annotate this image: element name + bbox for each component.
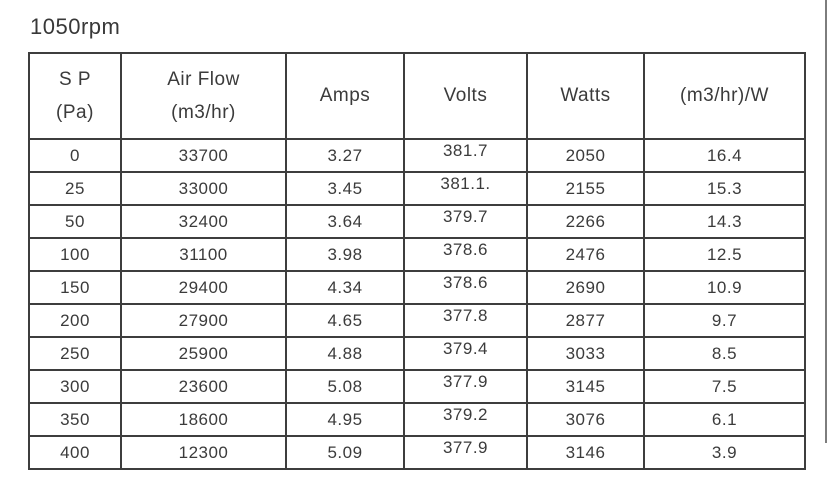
table-row bbox=[29, 139, 805, 172]
cell-sp: 0 bbox=[29, 139, 121, 172]
cell-air-flow: 31100 bbox=[121, 238, 286, 271]
cell-sp: 400 bbox=[29, 436, 121, 469]
cell-watts: 2266 bbox=[527, 205, 644, 238]
cell-amps: 3.64 bbox=[286, 205, 404, 238]
cell-volts-value: 377.8 bbox=[442, 305, 489, 325]
cell-volts-value: 379.4 bbox=[442, 338, 489, 358]
cell-amps: 3.45 bbox=[286, 172, 404, 205]
cell-volts bbox=[404, 370, 527, 403]
table-row bbox=[29, 238, 805, 271]
cell-efficiency: 16.4 bbox=[644, 139, 805, 172]
header-line: S P bbox=[58, 68, 92, 90]
cell-watts: 3076 bbox=[527, 403, 644, 436]
cell-sp: 250 bbox=[29, 337, 121, 370]
cell-air-flow: 29400 bbox=[121, 271, 286, 304]
table-row bbox=[29, 403, 805, 436]
cell-air-flow: 18600 bbox=[121, 403, 286, 436]
header-row bbox=[29, 53, 805, 139]
cell-watts: 3146 bbox=[527, 436, 644, 469]
cell-air-flow: 33000 bbox=[121, 172, 286, 205]
cell-volts-value: 381.7 bbox=[442, 140, 489, 160]
cell-amps: 3.27 bbox=[286, 139, 404, 172]
cell-air-flow: 27900 bbox=[121, 304, 286, 337]
cell-efficiency: 12.5 bbox=[644, 238, 805, 271]
fan-performance-table bbox=[28, 52, 806, 470]
page-edge-line bbox=[825, 0, 827, 443]
cell-volts bbox=[404, 139, 527, 172]
cell-volts-value: 379.2 bbox=[442, 404, 489, 424]
cell-volts bbox=[404, 172, 527, 205]
cell-air-flow: 33700 bbox=[121, 139, 286, 172]
table-row bbox=[29, 337, 805, 370]
cell-volts-value: 377.9 bbox=[442, 371, 489, 391]
cell-efficiency: 14.3 bbox=[644, 205, 805, 238]
cell-volts-value: 377.9 bbox=[442, 437, 489, 457]
cell-amps: 4.65 bbox=[286, 304, 404, 337]
cell-sp: 200 bbox=[29, 304, 121, 337]
cell-volts bbox=[404, 436, 527, 469]
col-header-static-pressure bbox=[29, 53, 121, 139]
table-row bbox=[29, 205, 805, 238]
cell-amps: 4.88 bbox=[286, 337, 404, 370]
table-row bbox=[29, 172, 805, 205]
cell-sp: 100 bbox=[29, 238, 121, 271]
cell-air-flow: 23600 bbox=[121, 370, 286, 403]
cell-efficiency: 8.5 bbox=[644, 337, 805, 370]
cell-volts bbox=[404, 205, 527, 238]
cell-amps: 5.09 bbox=[286, 436, 404, 469]
cell-watts: 2690 bbox=[527, 271, 644, 304]
cell-sp: 150 bbox=[29, 271, 121, 304]
cell-efficiency: 9.7 bbox=[644, 304, 805, 337]
header-line: (Pa) bbox=[56, 102, 94, 123]
cell-sp: 50 bbox=[29, 205, 121, 238]
cell-volts-value: 378.6 bbox=[442, 272, 489, 292]
header-line: (m3/hr)/W bbox=[680, 85, 769, 107]
cell-watts: 3033 bbox=[527, 337, 644, 370]
cell-amps: 4.95 bbox=[286, 403, 404, 436]
cell-watts: 2476 bbox=[527, 238, 644, 271]
col-header-amps bbox=[286, 53, 404, 139]
cell-volts bbox=[404, 271, 527, 304]
cell-efficiency: 7.5 bbox=[644, 370, 805, 403]
cell-volts-value: 379.7 bbox=[442, 206, 489, 226]
header-line: Air Flow bbox=[167, 68, 240, 90]
header-line: Volts bbox=[443, 85, 488, 107]
table-row bbox=[29, 436, 805, 469]
cell-sp: 300 bbox=[29, 370, 121, 403]
cell-amps: 4.34 bbox=[286, 271, 404, 304]
cell-sp: 350 bbox=[29, 403, 121, 436]
table-row bbox=[29, 271, 805, 304]
cell-amps: 5.08 bbox=[286, 370, 404, 403]
cell-volts-value: 381.1. bbox=[440, 173, 491, 193]
cell-efficiency: 6.1 bbox=[644, 403, 805, 436]
cell-amps: 3.98 bbox=[286, 238, 404, 271]
table-row bbox=[29, 370, 805, 403]
cell-efficiency: 10.9 bbox=[644, 271, 805, 304]
cell-volts bbox=[404, 304, 527, 337]
table-row bbox=[29, 304, 805, 337]
cell-watts: 2155 bbox=[527, 172, 644, 205]
header-line: Watts bbox=[560, 85, 611, 107]
cell-air-flow: 25900 bbox=[121, 337, 286, 370]
cell-watts: 3145 bbox=[527, 370, 644, 403]
cell-air-flow: 12300 bbox=[121, 436, 286, 469]
col-header-volts bbox=[404, 53, 527, 139]
cell-efficiency: 15.3 bbox=[644, 172, 805, 205]
cell-volts bbox=[404, 403, 527, 436]
cell-volts bbox=[404, 337, 527, 370]
col-header-efficiency bbox=[644, 53, 805, 139]
header-line: Amps bbox=[319, 85, 371, 107]
cell-efficiency: 3.9 bbox=[644, 436, 805, 469]
cell-volts-value: 378.6 bbox=[442, 239, 489, 259]
cell-sp: 25 bbox=[29, 172, 121, 205]
cell-watts: 2050 bbox=[527, 139, 644, 172]
cell-volts bbox=[404, 238, 527, 271]
col-header-air-flow bbox=[121, 53, 286, 139]
cell-watts: 2877 bbox=[527, 304, 644, 337]
col-header-watts bbox=[527, 53, 644, 139]
header-line: (m3/hr) bbox=[171, 102, 236, 123]
cell-air-flow: 32400 bbox=[121, 205, 286, 238]
table-title: 1050rpm bbox=[30, 14, 121, 39]
